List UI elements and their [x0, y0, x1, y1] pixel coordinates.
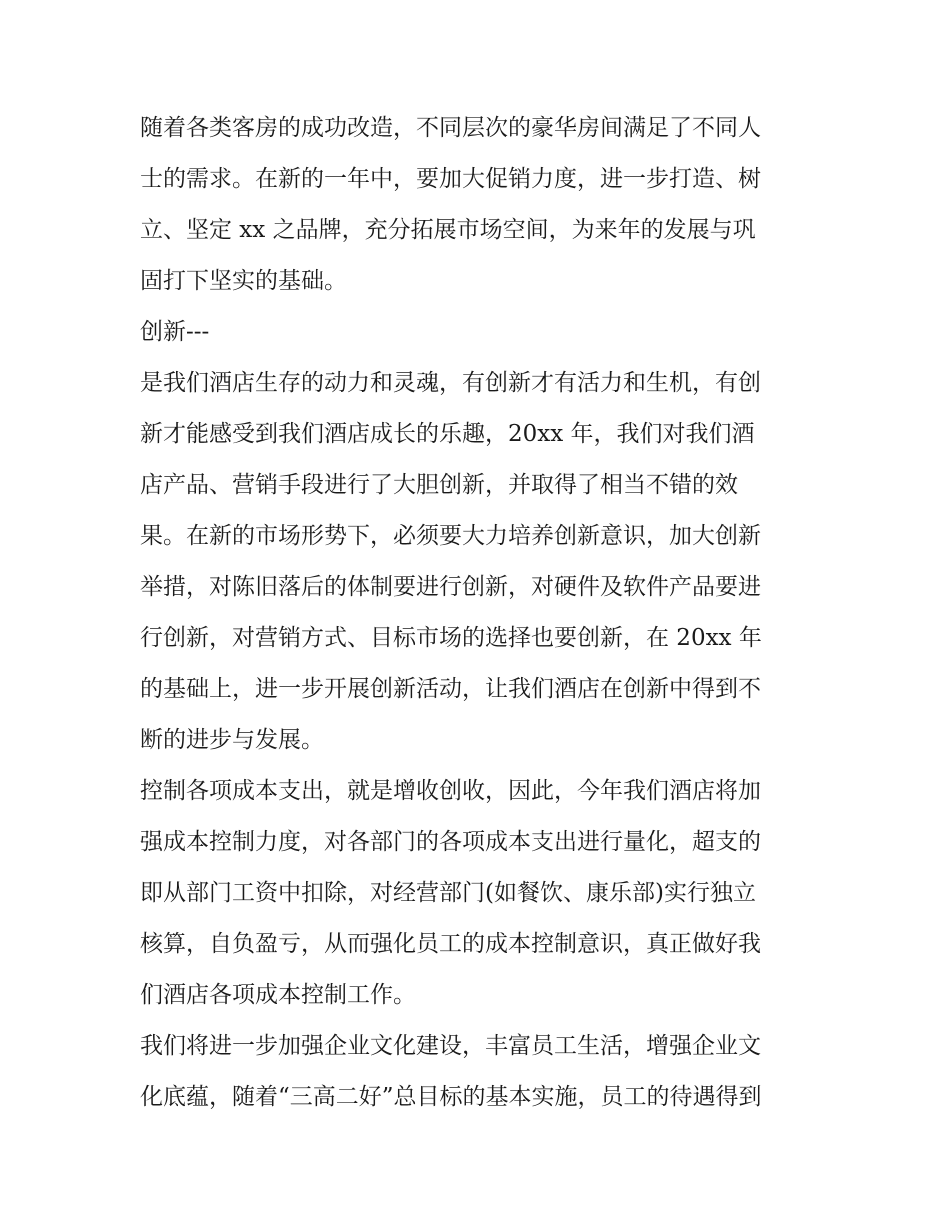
text-line: 果。在新的市场形势下，必须要大力培养创新意识，加大创新	[140, 523, 761, 549]
section-heading: 创新---	[140, 319, 210, 345]
document-body	[140, 103, 812, 1123]
text-line: 强成本控制力度，对各部门的各项成本支出进行量化，超支的	[140, 829, 761, 855]
text-line: 士的需求。在新的一年中，要加大促销力度，进一步打造、树	[140, 166, 761, 192]
text-line: 们酒店各项成本控制工作。	[140, 982, 416, 1008]
text-line: 化底蕴，随着“三高二好”总目标的基本实施，员工的待遇得到	[140, 1084, 762, 1110]
text-line: 即从部门工资中扣除，对经营部门(如餐饮、康乐部)实行独立	[140, 880, 756, 906]
text-line: 核算，自负盈亏，从而强化员工的成本控制意识，真正做好我	[140, 931, 761, 957]
text-line: 随着各类客房的成功改造，不同层次的豪华房间满足了不同人	[140, 115, 761, 141]
text-line: 控制各项成本支出，就是增收创收，因此，今年我们酒店将加	[140, 778, 761, 804]
text-line: 行创新，对营销方式、目标市场的选择也要创新，在 20xx 年	[140, 625, 762, 651]
text-line: 我们将进一步加强企业文化建设，丰富员工生活，增强企业文	[140, 1033, 761, 1059]
text-line: 是我们酒店生存的动力和灵魂，有创新才有活力和生机，有创	[140, 370, 761, 396]
text-line: 固打下坚实的基础。	[140, 268, 347, 294]
text-line: 的基础上，进一步开展创新活动，让我们酒店在创新中得到不	[140, 676, 761, 702]
text-line: 店产品、营销手段进行了大胆创新，并取得了相当不错的效	[140, 472, 738, 498]
text-line: 立、坚定 xx 之品牌，充分拓展市场空间，为来年的发展与巩	[140, 217, 756, 243]
text-line: 新才能感受到我们酒店成长的乐趣，20xx 年，我们对我们酒	[140, 421, 755, 447]
text-line: 举措，对陈旧落后的体制要进行创新，对硬件及软件产品要进	[140, 574, 761, 600]
text-line: 断的进步与发展。	[140, 727, 324, 753]
